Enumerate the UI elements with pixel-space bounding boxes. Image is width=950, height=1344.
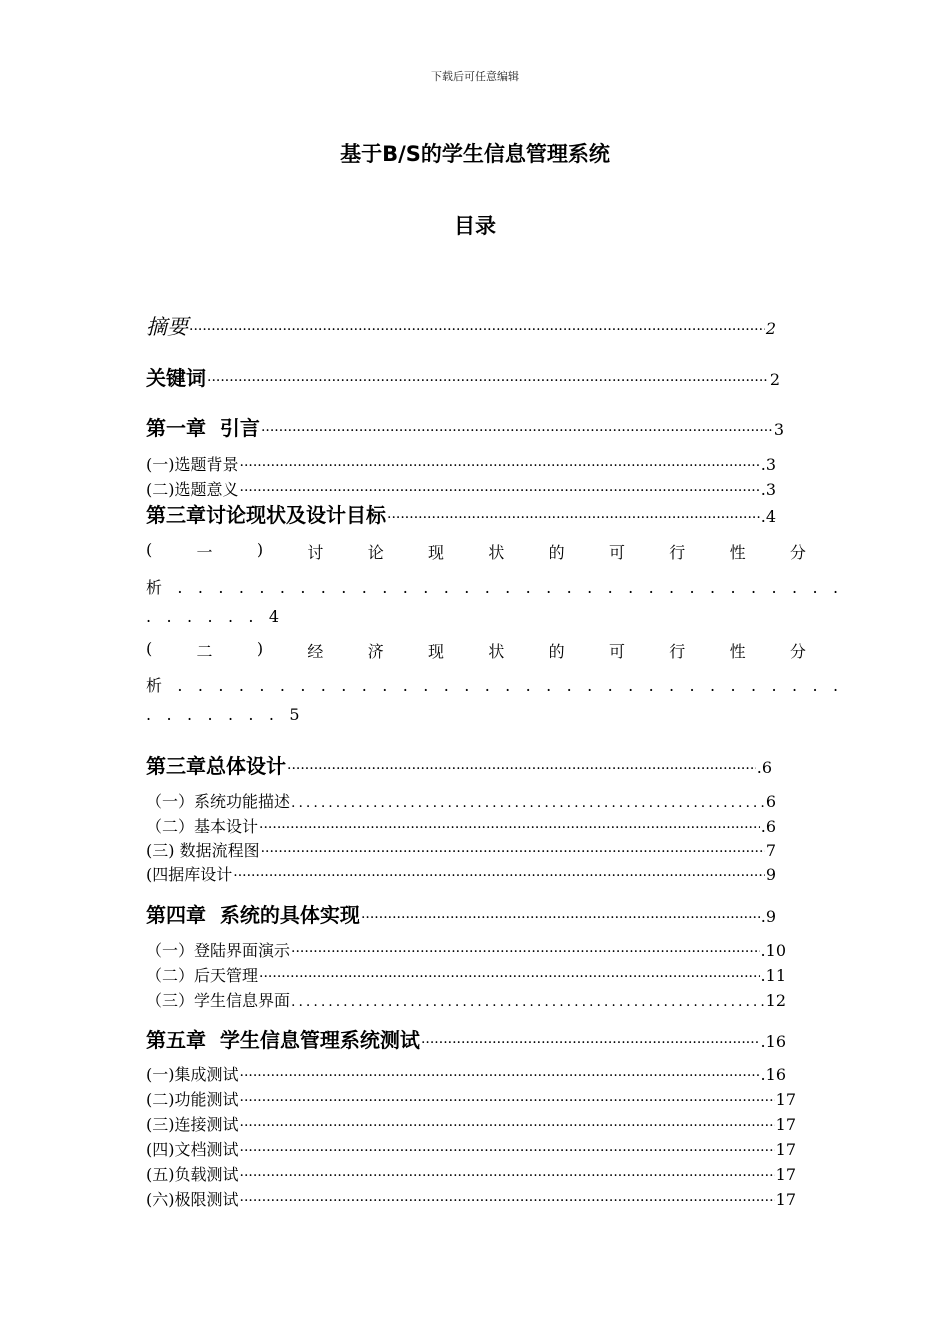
- document-title: 基于B/S的学生信息管理系统: [340, 142, 610, 166]
- toc-entry-5-6[interactable]: [146, 1187, 796, 1210]
- toc-leader: [261, 844, 765, 860]
- toc-char: 经: [307, 642, 324, 661]
- toc-entry-label: (一)选题背景: [146, 455, 239, 474]
- toc-char: 二: [196, 642, 213, 661]
- toc-entry-5-5[interactable]: [146, 1162, 796, 1185]
- page-header: 下载后可任意编辑: [431, 70, 519, 83]
- toc-entry-chapter-4[interactable]: [146, 899, 776, 928]
- toc-entry-label: 第五章 学生信息管理系统测试: [146, 1028, 420, 1052]
- toc-entry-3-3[interactable]: [146, 838, 776, 861]
- toc-char: 分: [789, 543, 806, 562]
- toc-entry-chapter-3[interactable]: [146, 750, 772, 779]
- toc-leader: [361, 910, 760, 926]
- toc-leader: [240, 1068, 760, 1084]
- toc-entry-page: .6: [760, 817, 776, 836]
- toc-leader: [189, 322, 765, 338]
- toc-entry-label: 第四章 系统的具体实现: [146, 903, 360, 927]
- toc-char: ): [256, 540, 264, 559]
- toc-entry-label: 第三章总体设计: [146, 754, 286, 778]
- toc-entry-page: .11: [760, 966, 786, 985]
- toc-leader: [207, 373, 769, 389]
- toc-entry-label: （一）登陆界面演示: [146, 941, 291, 960]
- toc-leader: [421, 1035, 760, 1051]
- toc-entry-page: 2: [769, 370, 780, 389]
- toc-char: 分: [789, 642, 806, 661]
- toc-entry-page: 3: [773, 420, 784, 439]
- toc-char: 性: [729, 543, 746, 562]
- toc-entry-label: 摘要: [146, 315, 188, 339]
- toc-entry-justified-1-line3: ......4: [146, 607, 295, 626]
- toc-entry-label: (五)负载测试: [146, 1165, 239, 1184]
- toc-leader: [240, 1118, 775, 1134]
- toc-leader: [291, 994, 765, 1010]
- toc-leader: [233, 868, 765, 884]
- toc-entry-page: .3: [760, 480, 776, 499]
- toc-leader: [291, 944, 760, 960]
- toc-entry-chapter-1[interactable]: [146, 412, 784, 441]
- toc-char: ): [256, 639, 264, 658]
- toc-char: 可: [608, 543, 625, 562]
- toc-entry-3-2[interactable]: [146, 814, 776, 837]
- toc-leader: [240, 1168, 775, 1184]
- toc-entry-3-1[interactable]: [146, 789, 776, 812]
- toc-char: 的: [548, 642, 565, 661]
- toc-entry-justified-2[interactable]: [146, 639, 806, 662]
- toc-leader: [240, 1193, 775, 1209]
- toc-char: 行: [669, 543, 686, 562]
- toc-entry-page: 17: [775, 1190, 796, 1209]
- toc-entry-4-3[interactable]: [146, 988, 786, 1011]
- toc-char: 的: [548, 543, 565, 562]
- toc-entry-label: (四)文档测试: [146, 1140, 239, 1159]
- toc-entry-page: .16: [760, 1065, 786, 1084]
- toc-char: 论: [367, 543, 384, 562]
- toc-entry-keywords[interactable]: [146, 362, 780, 391]
- toc-entry-1-1[interactable]: [146, 452, 776, 475]
- toc-leader: [259, 820, 760, 836]
- toc-entry-chapter-discussion[interactable]: [146, 499, 776, 528]
- toc-entry-label: （三）学生信息界面: [146, 991, 291, 1010]
- toc-entry-page: .6: [756, 758, 772, 777]
- toc-entry-page: 17: [775, 1140, 796, 1159]
- toc-char: 可: [608, 642, 625, 661]
- toc-entry-justified-1[interactable]: [146, 540, 806, 563]
- toc-entry-justified-2-line2: 析.................................: [146, 676, 854, 695]
- toc-entry-label: 第三章讨论现状及设计目标: [146, 503, 386, 527]
- toc-entry-label: (二)功能测试: [146, 1090, 239, 1109]
- toc-entry-3-4[interactable]: [146, 862, 776, 885]
- toc-entry-label: （二）后天管理: [146, 966, 259, 985]
- toc-entry-page: .9: [760, 907, 776, 926]
- toc-entry-label: (六)极限测试: [146, 1190, 239, 1209]
- toc-char: 现: [428, 543, 445, 562]
- toc-char: 行: [669, 642, 686, 661]
- toc-leader: [240, 458, 760, 474]
- toc-char: 性: [729, 642, 746, 661]
- toc-entry-label: 关键词: [146, 366, 206, 390]
- toc-entry-label: (三) 数据流程图: [146, 841, 260, 860]
- toc-char: 济: [367, 642, 384, 661]
- toc-entry-4-2[interactable]: [146, 963, 786, 986]
- toc-leader: [240, 1143, 775, 1159]
- toc-char: 一: [196, 543, 213, 562]
- toc-entry-label: (四据库设计: [146, 865, 233, 884]
- toc-leader: [240, 1093, 775, 1109]
- toc-char: 状: [488, 642, 505, 661]
- toc-entry-page: .16: [760, 1032, 786, 1051]
- toc-entry-label: （一）系统功能描述: [146, 792, 291, 811]
- toc-leader: [259, 969, 760, 985]
- toc-entry-label: (二)选题意义: [146, 480, 239, 499]
- toc-char: 现: [428, 642, 445, 661]
- toc-entry-page: 7: [765, 841, 776, 860]
- toc-char: 状: [488, 543, 505, 562]
- toc-entry-5-2[interactable]: [146, 1087, 796, 1110]
- toc-entry-label: (三)连接测试: [146, 1115, 239, 1134]
- toc-entry-justified-1-line2: 析.................................: [146, 578, 854, 597]
- toc-entry-page: .3: [760, 455, 776, 474]
- toc-entry-page: 17: [775, 1165, 796, 1184]
- toc-entry-page: .10: [760, 941, 786, 960]
- toc-entry-page: 9: [765, 865, 776, 884]
- toc-entry-label: (一)集成测试: [146, 1065, 239, 1084]
- toc-char: 讨: [307, 543, 324, 562]
- toc-entry-page: 2: [765, 319, 776, 338]
- toc-heading: 目录: [454, 214, 496, 238]
- toc-leader: [261, 423, 773, 439]
- toc-char: (: [146, 639, 153, 658]
- toc-char: (: [146, 540, 153, 559]
- toc-entry-page: 17: [775, 1090, 796, 1109]
- toc-entry-page: 17: [775, 1115, 796, 1134]
- toc-entry-page: .4: [760, 507, 776, 526]
- toc-entry-abstract[interactable]: [146, 311, 776, 341]
- toc-entry-1-2[interactable]: [146, 477, 776, 500]
- toc-entry-5-3[interactable]: [146, 1112, 796, 1135]
- toc-leader: [387, 510, 760, 526]
- toc-entry-justified-2-line3: .......5: [146, 705, 315, 724]
- toc-entry-chapter-5[interactable]: [146, 1024, 786, 1053]
- toc-entry-5-4[interactable]: [146, 1137, 796, 1160]
- toc-leader: [291, 795, 765, 811]
- toc-entry-label: （二）基本设计: [146, 817, 259, 836]
- toc-entry-4-1[interactable]: [146, 938, 786, 961]
- toc-leader: [287, 761, 756, 777]
- toc-entry-page: 12: [765, 991, 786, 1010]
- toc-entry-label: 第一章 引言: [146, 416, 260, 440]
- toc-entry-page: 6: [765, 792, 776, 811]
- toc-leader: [240, 483, 760, 499]
- toc-entry-5-1[interactable]: [146, 1062, 786, 1085]
